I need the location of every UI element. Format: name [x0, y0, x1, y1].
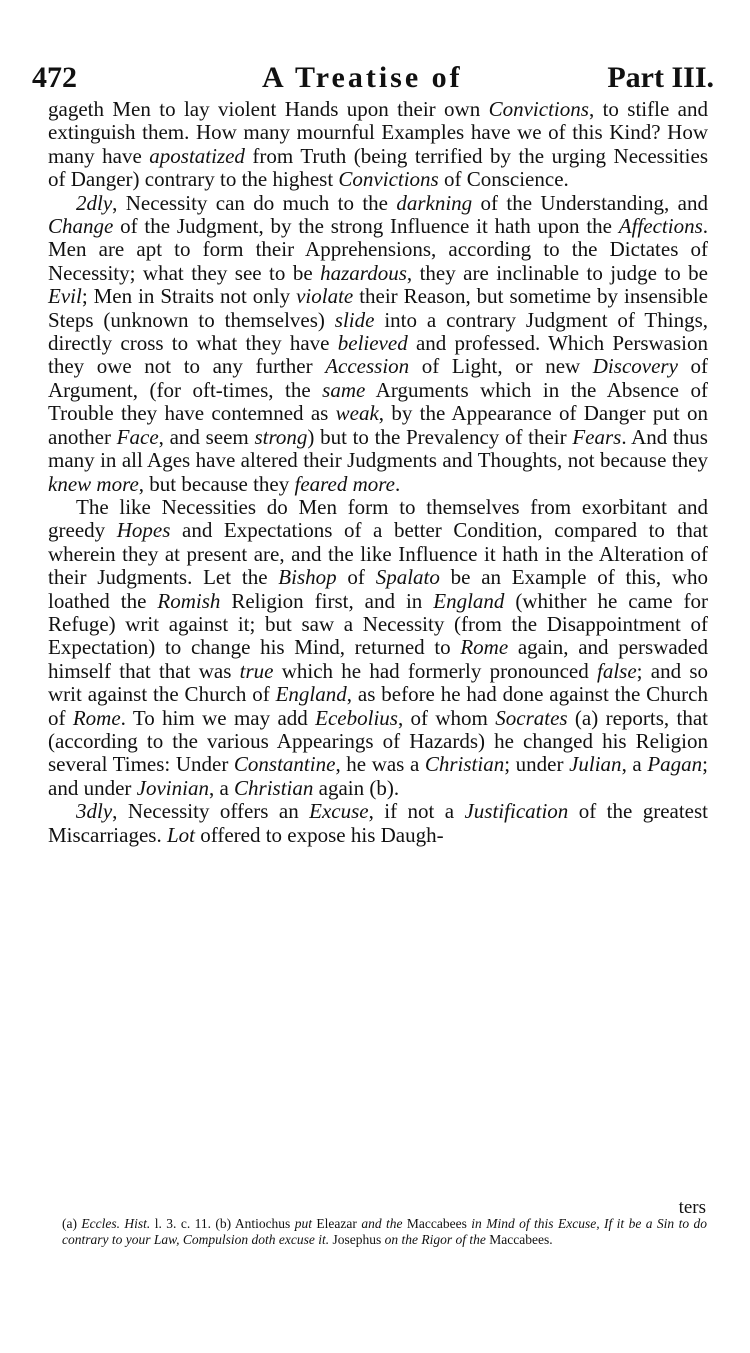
text-run: ; and under — [48, 752, 708, 800]
italic-run: Fears — [572, 424, 622, 449]
text-run: . Men are apt to form their Apprehensions, according to the Dictates of Necessity; what they see to be — [48, 214, 708, 285]
italic-run: Evil — [48, 284, 82, 309]
italic-run: in Mind of this Excuse, If it be a Sin to do contrary to your Law, Compulsion doth excuse it. — [62, 1216, 708, 1247]
italic-run: violate — [296, 284, 354, 309]
text-run: of Argument, (for oft-times, the — [48, 354, 708, 402]
text-run: into a contrary Judgment of Things, directly cross to what they have — [48, 307, 709, 356]
text-run: The like Necessities do Men form to themselves from exorbitant and greedy — [48, 494, 708, 543]
text-run: gageth Men to lay violent Hands upon their own — [48, 97, 489, 121]
italic-run: knew more — [48, 471, 139, 496]
italic-run: feared more — [294, 471, 395, 496]
italic-run: Accession — [325, 354, 410, 379]
italic-run: Romish — [157, 588, 221, 613]
italic-run: Eccles. Hist. — [81, 1216, 151, 1231]
italic-run: Change — [48, 214, 114, 239]
italic-run: on the Rigor of the — [384, 1232, 486, 1247]
italic-run: believed — [337, 331, 408, 356]
paragraph-2 — [48, 192, 708, 496]
italic-run: Affections — [618, 214, 703, 239]
text-run: and professed. Which Perswasion they owe not to any further — [48, 331, 708, 379]
text-run: of the Understanding, and — [472, 190, 708, 215]
italic-run: Convictions — [338, 167, 439, 192]
text-run: , but because they — [138, 471, 295, 496]
text-run: and Expectations of a better Condition, compared to that wherein they at present are, and the like Influence it hath in the Alteration of their Judgments. Let the — [48, 518, 709, 590]
italic-run: Christian — [234, 775, 314, 800]
text-run: . — [394, 471, 401, 496]
italic-run: Pagan — [647, 752, 703, 777]
part-label: Part III. — [607, 61, 714, 94]
text-run: of the greatest Miscarriages. — [48, 799, 708, 847]
text-run: of — [336, 565, 376, 590]
text-run: which he had formerly pronounced — [273, 658, 597, 683]
text-run: of Conscience. — [438, 167, 569, 192]
italic-run: 2dly — [76, 190, 113, 215]
text-run: , he was a — [335, 752, 425, 777]
text-run: of the Judgment, by the strong Influence it hath upon the — [113, 214, 619, 239]
catchword: ters — [678, 1197, 706, 1218]
text-run: , a — [208, 775, 235, 800]
italic-run: false — [597, 658, 637, 683]
italic-run: Constantine — [233, 752, 336, 777]
italic-run: Discovery — [592, 354, 678, 379]
italic-run: darkning — [396, 190, 473, 215]
text-run: Josephus — [329, 1232, 385, 1247]
italic-run: same — [322, 377, 366, 402]
italic-run: England — [433, 588, 505, 613]
italic-run: true — [239, 658, 274, 683]
italic-run: 3dly — [76, 799, 113, 824]
italic-run: England — [275, 682, 347, 707]
italic-run: Excuse — [309, 799, 369, 824]
text-run: , as before he had done against the Church of — [48, 682, 708, 730]
italic-run: Christian — [424, 752, 505, 777]
running-title: A Treatise of — [262, 61, 463, 94]
text-run: from Truth (being terrified by the urging Necessities of Danger) contrary to the highest — [48, 143, 708, 192]
text-run: , a — [621, 752, 648, 777]
text-run: (a) — [62, 1216, 82, 1231]
italic-run: hazardous — [320, 260, 407, 285]
italic-run: Justification — [464, 799, 569, 824]
italic-run: Hopes — [116, 518, 171, 543]
text-run: , Necessity offers an — [112, 799, 310, 824]
paragraph-1 — [48, 98, 708, 192]
text-run: again (b). — [313, 775, 400, 800]
italic-run: put — [294, 1216, 312, 1231]
text-run: Maccabees — [402, 1216, 472, 1231]
italic-run: Bishop — [278, 565, 337, 590]
text-run: . And thus many in all Ages have altered their Judgments and Thoughts, not because they — [48, 424, 708, 473]
text-run: , to stifle and extinguish them. How many mournful Examples have we of this Kind? How many have — [48, 97, 709, 168]
text-run: l. 3. c. 11. (b) Antiochus — [150, 1216, 295, 1231]
italic-run: Convictions — [488, 97, 589, 121]
text-run: . To him we may add — [120, 705, 316, 730]
text-run: , by the Appearance of Danger put on another — [48, 401, 708, 449]
italic-run: Julian — [569, 752, 622, 777]
text-run: Arguments which in the Absence of Trouble they have contemned as — [48, 377, 708, 426]
italic-run: and the — [361, 1216, 403, 1231]
text-run: , Necessity can do much to the — [112, 190, 397, 215]
italic-run: slide — [334, 307, 375, 332]
text-run: again, and perswaded himself that that was — [48, 635, 708, 683]
paragraph-4 — [48, 800, 708, 847]
text-run: , if not a — [368, 799, 465, 824]
italic-run: Lot — [166, 822, 195, 847]
text-run: (whither he came for Refuge) writ against it; but saw a Necessity (from the Disappointment of Expectation) to change his Mind, returned to — [48, 588, 708, 660]
page-number: 472 — [32, 61, 77, 94]
italic-run: Jovinian — [136, 775, 209, 800]
italic-run: Face — [116, 424, 159, 449]
text-run: Maccabees. — [485, 1232, 553, 1247]
text-run: ) but to the Prevalency of their — [307, 424, 573, 449]
text-run: ; Men in Straits not only — [81, 284, 297, 309]
body-text — [48, 98, 708, 847]
italic-run: apostatized — [149, 143, 245, 168]
text-run: of Light, or new — [409, 354, 593, 379]
text-run: , of whom — [397, 705, 496, 730]
text-run: be an Example of this, who loathed the — [48, 565, 709, 613]
text-run: offered to expose his Daugh- — [194, 822, 444, 847]
text-run: Eleazar — [312, 1216, 362, 1231]
text-run: their Reason, but sometime by insensible Steps (unknown to themselves) — [48, 284, 709, 332]
italic-run: Rome — [460, 635, 509, 660]
text-run: (a) reports, that (according to the various Appearings of Hazards) he changed his Religion several Times: Under — [48, 705, 708, 777]
footnotes — [62, 1216, 707, 1248]
italic-run: weak — [335, 401, 379, 426]
italic-run: Ecebolius — [315, 705, 398, 730]
text-run: , they are inclinable to judge to be — [406, 260, 708, 285]
running-head — [32, 58, 714, 98]
italic-run: strong — [254, 424, 308, 449]
text-run: Religion first, and in — [220, 588, 434, 613]
paragraph-3 — [48, 496, 708, 800]
italic-run: Socrates — [495, 705, 568, 730]
italic-run: Spalato — [375, 565, 440, 590]
text-run: , and seem — [158, 424, 255, 449]
italic-run: Rome — [72, 705, 121, 730]
text-run: ; under — [504, 752, 570, 777]
text-run: ; and so writ against the Church of — [48, 658, 708, 707]
